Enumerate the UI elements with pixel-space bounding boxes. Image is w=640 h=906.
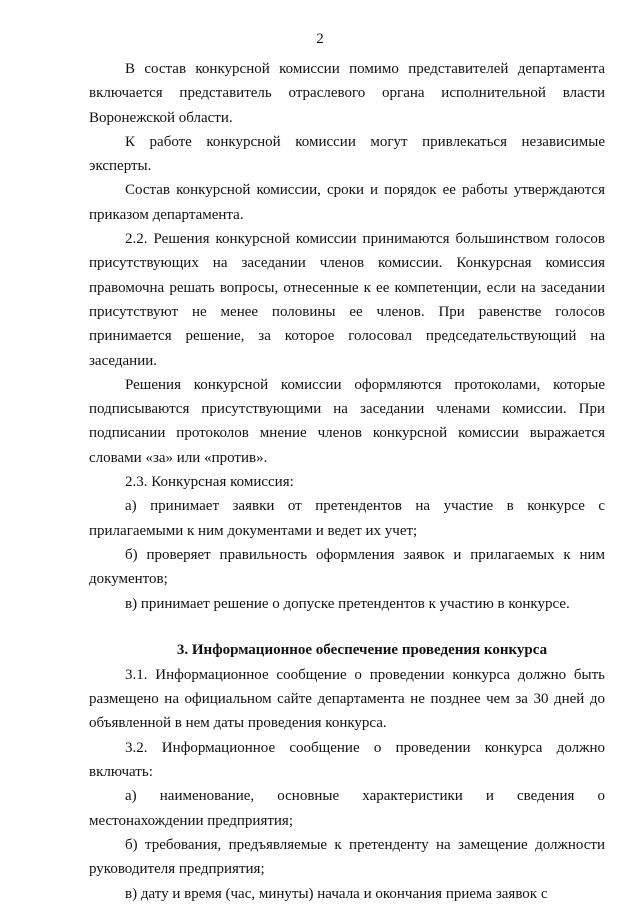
paragraph-protocols: Решения конкурсной комиссии оформляются протоколами, которые подписываются присутствующими на заседании членами комиссии. При подписании протоколов мнение членов конкурсной комиссии выражается словами «за» или «против». (89, 376, 605, 466)
paragraph-independent-experts: К работе конкурсной комиссии могут привлекаться независимые эксперты. (89, 133, 605, 175)
document-body (89, 57, 605, 906)
paragraph-commission-order: Состав конкурсной комиссии, сроки и порядок ее работы утверждаются приказом департамента. (89, 182, 605, 223)
list-item-2-3-v: в) принимает решение о допуске претендентов к участию в конкурсе. (125, 595, 570, 612)
paragraph-commission-composition: В состав конкурсной комиссии помимо представителей департамента включается представитель отраслевого органа исполнительной власти Воронежской области. (89, 61, 605, 126)
list-item-3-2-a: а) наименование, основные характеристики и сведения о местонахождении предприятия; (89, 788, 605, 829)
list-item-2-3-a: а) принимает заявки от претендентов на участие в конкурсе с прилагаемыми к ним документами и ведет их учет; (89, 498, 605, 539)
paragraph-3-2: 3.2. Информационное сообщение о проведении конкурса должно включать: (89, 739, 605, 781)
paragraph-3-1: 3.1. Информационное сообщение о проведении конкурса должно быть размещено на официальном сайте департамента не позднее чем за 30 дней до объявленной в нем даты проведения конкурса. (89, 666, 605, 732)
list-item-3-2-b: б) требования, предъявляемые к претенденту на замещение должности руководителя предприятия; (89, 836, 605, 878)
section-3-heading: 3. Информационное обеспечение проведения конкурса (176, 641, 548, 658)
paragraph-2-3-commission: 2.3. Конкурсная комиссия: (125, 474, 294, 491)
list-item-3-2-v: в) дату и время (час, минуты) начала и окончания приема заявок с (125, 885, 548, 902)
page-number: 2 (316, 31, 324, 47)
paragraph-2-2-decisions: 2.2. Решения конкурсной комиссии принимаются большинством голосов присутствующих на заседании членов комиссии. Конкурсная комиссия правомочна решать вопросы, отнесенные к ее компетенции, если на заседании присутствуют не менее половины ее членов. При равенстве голосов принимается решение, за которое голосовал председательствующий на заседании. (89, 231, 605, 369)
list-item-2-3-b: б) проверяет правильность оформления заявок и прилагаемых к ним документов; (89, 546, 605, 588)
